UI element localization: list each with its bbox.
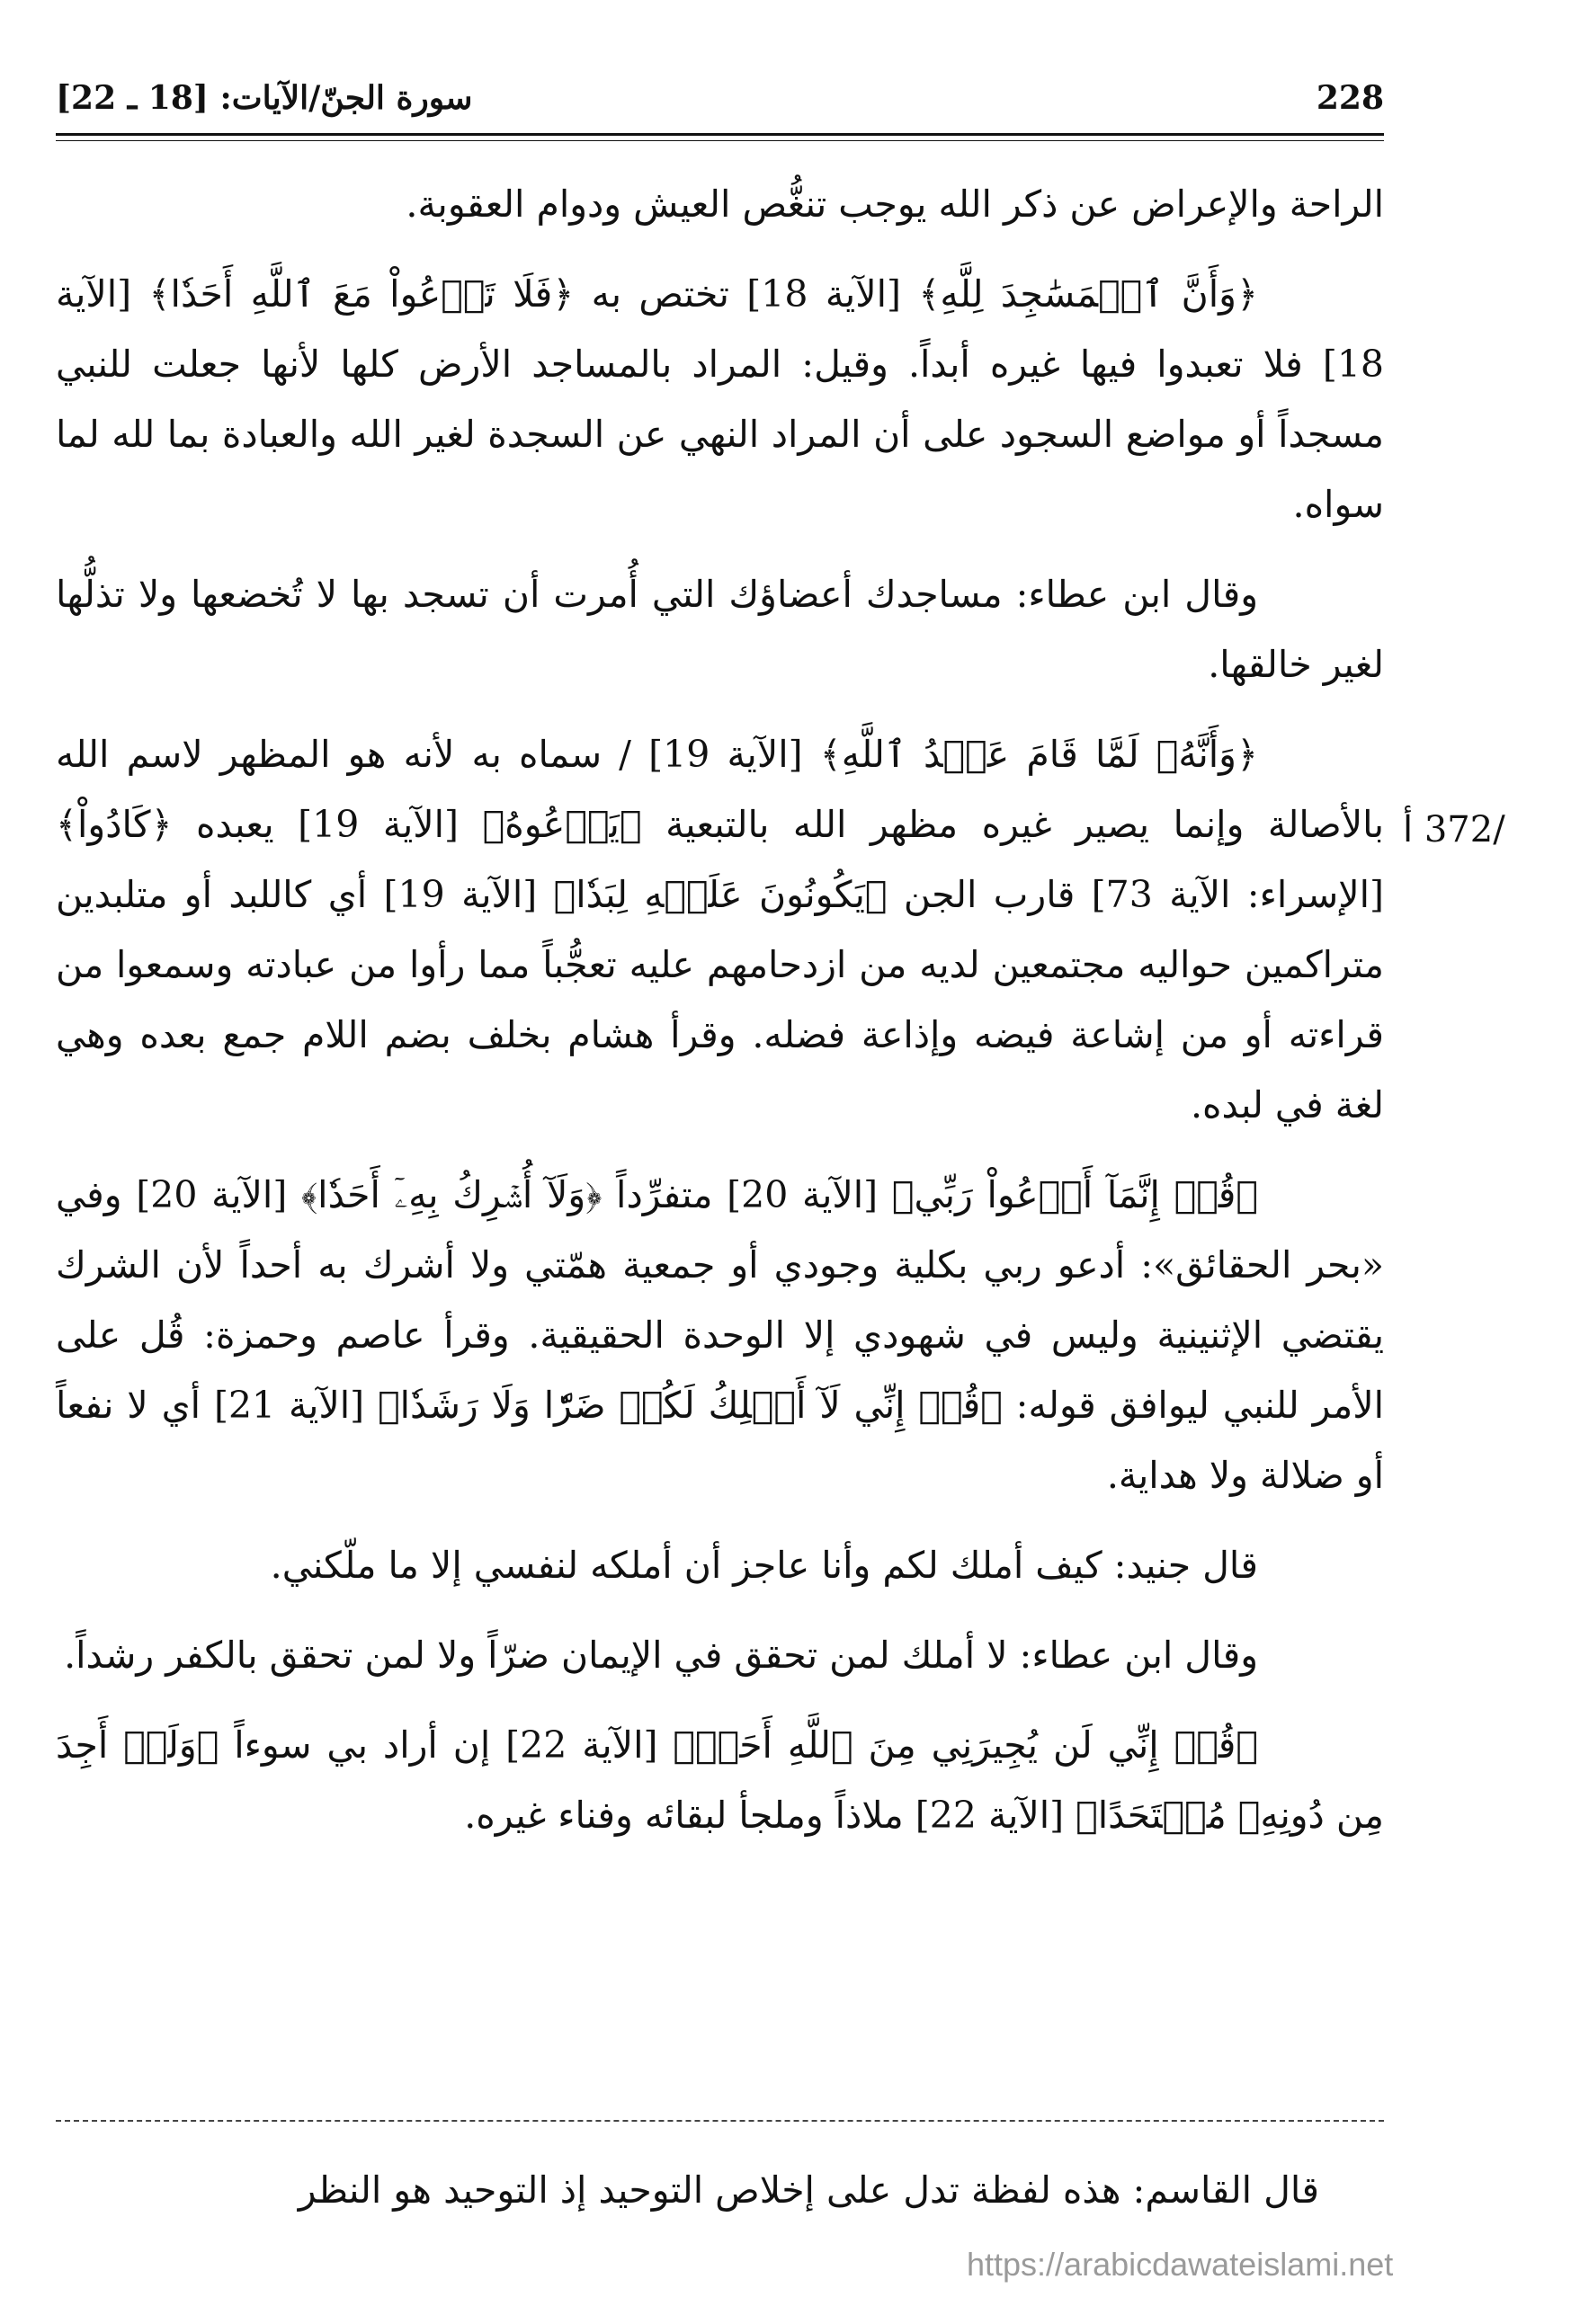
paragraph: ﴿وَأَنَّ ٱلۡمَسَٰجِدَ لِلَّهِ﴾ [الآية 18] تختص به ﴿فَلَا تَدۡعُواْ مَعَ ٱللَّهِ أَحَدٗا﴾ [الآية 18] فلا تعبدوا فيها غيره أبداً. وقيل: المراد بالمساجد الأرض كلها لأنها جعلت للنبي مسجداً أو مواضع السجود على أن المراد النهي عن السجدة لغير الله والعبادة بما لله لما سواه. xyxy=(56,272,1384,526)
paragraph: قال جنيد: كيف أملك لكم وأنا عاجز أن أملكه لنفسي إلا ما ملّكني. xyxy=(270,1544,1258,1587)
paragraph: ﴿قُلۡ إِنَّمَآ أَدۡعُواْ رَبِّي﴾ [الآية 20] متفرِّداً ﴿وَلَآ أُشۡرِكُ بِهِۦٓ أَحَدٗا﴾ [الآية 20] وفي «بحر الحقائق»: أدعو ربي بكلية وجودي أو جمعية همّتي ولا أشرك به أحداً لأن الشرك يقتضي الإثنينية وليس في شهودي إلا الوحدة الحقيقية. وقرأ عاصم وحمزة: قُل على الأمر للنبي ليوافق قوله: ﴿قُلۡ إِنِّي لَآ أَمۡلِكُ لَكُمۡ ضَرّٗا وَلَا رَشَدٗا﴾ [الآية 21] أي لا نفعاً أو ضلالة ولا هداية. xyxy=(56,1173,1384,1497)
footnote-text: قال القاسم: هذه لفظة تدل على إخلاص التوحيد إذ التوحيد هو النظر xyxy=(298,2168,1319,2212)
paragraph: ﴿وَأَنَّهُۥ لَمَّا قَامَ عَبۡدُ ٱللَّهِ﴾ [الآية 19] / سماه به لأنه هو المظهر لاسم الله بالأصالة وإنما يصير غيره مظهر الله بالتبعية ﴿يَدۡعُوهُ﴾ [الآية 19] يعبده ﴿كَادُواْ﴾ [الإسراء: الآية 73] قارب الجن ﴿يَكُونُونَ عَلَيۡهِ لِبَدٗا﴾ [الآية 19] أي كاللبد أو متلبدين متراكمين حواليه مجتمعين لديه من ازدحامهم عليه تعجُّباً مما رأوا من عبادته وسمعوا من قراءته أو من إشاعة فيضه وإذاعة فضله. وقرأ هشام بخلف بضم اللام جمع بعده وهي لغة في لبده. xyxy=(56,733,1384,1126)
header-rule-thin xyxy=(56,140,1384,141)
paragraph: وقال ابن عطاء: مساجدك أعضاؤك التي أُمرت أن تسجد بها لا تُخضعها ولا تذلُّها لغير خالقها. xyxy=(56,573,1384,686)
paragraph: ﴿قُلۡ إِنِّي لَن يُجِيرَنِي مِنَ ٱللَّهِ أَحَدٞ﴾ [الآية 22] إن أراد بي سوءاً ﴿وَلَنۡ أَجِدَ مِن دُونِهِۦ مُلۡتَحَدًا﴾ [الآية 22] ملاذاً وملجأ لبقائه وفناء غيره. xyxy=(56,1723,1384,1837)
page-number: 228 xyxy=(1316,79,1384,117)
manuscript-folio-note: /372 أ xyxy=(1403,809,1505,850)
page-header xyxy=(56,70,1384,133)
footnote-divider xyxy=(56,2120,1384,2122)
paragraph: وقال ابن عطاء: لا أملك لمن تحقق في الإيمان ضرّاً ولا لمن تحقق بالكفر رشداً. xyxy=(64,1634,1258,1677)
running-title: سورة الجنّ/الآيات: [18 ـ 22] xyxy=(56,79,473,117)
header-rule xyxy=(56,133,1384,136)
paragraph: الراحة والإعراض عن ذكر الله يوجب تنغُّص العيش ودوام العقوبة. xyxy=(406,183,1384,226)
watermark-url: https://arabicdawateislami.net xyxy=(967,2246,1394,2283)
main-text xyxy=(56,169,1384,1870)
